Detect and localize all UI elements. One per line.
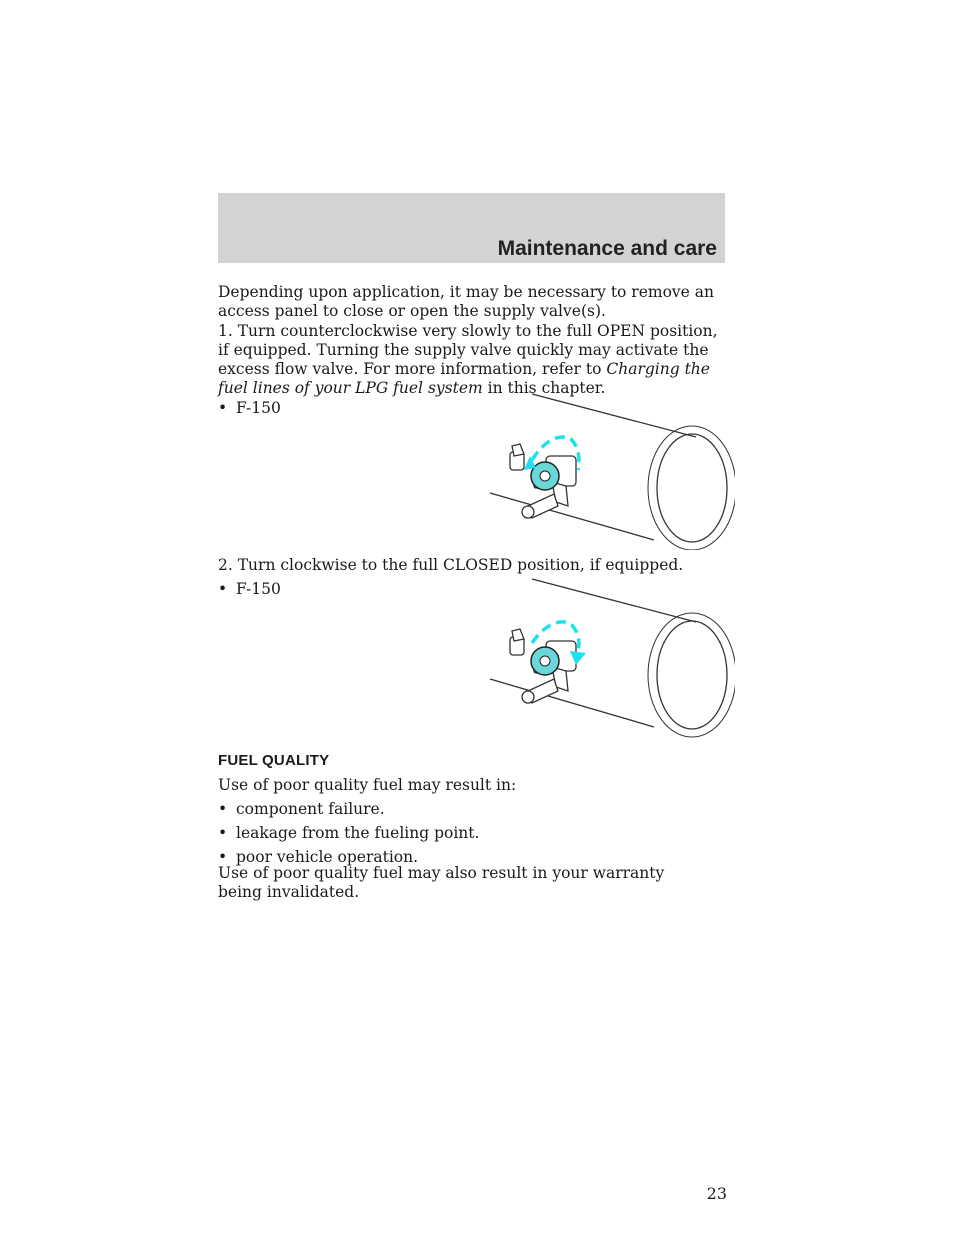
valve-knob-icon	[531, 462, 559, 490]
valve-knob-icon	[531, 647, 559, 675]
valve-open-illustration	[470, 390, 735, 550]
bullet-dot: •	[218, 580, 228, 598]
step2-paragraph: 2. Turn clockwise to the full CLOSED position, if equipped.	[218, 556, 684, 574]
fuel-quality-item	[218, 800, 385, 819]
bullet-label: F-150	[236, 580, 281, 598]
bullet-dot: •	[218, 399, 228, 417]
fuel-quality-heading: FUEL QUALITY	[218, 752, 330, 769]
item-text: poor vehicle operation.	[236, 848, 419, 866]
section-header-band	[218, 193, 725, 263]
bullet-dot: •	[218, 800, 228, 818]
item-text: component failure.	[236, 800, 385, 818]
step1-reference: Charging the fuel lines of your LPG fuel system	[218, 360, 710, 397]
fuel-quality-closing: Use of poor quality fuel may also result in your warranty being invalidated.	[218, 864, 665, 901]
step1-text-end: in this chapter.	[482, 379, 606, 397]
step1-bullet	[218, 399, 281, 418]
bullet-dot: •	[218, 824, 228, 842]
fuel-quality-intro: Use of poor quality fuel may result in:	[218, 776, 517, 794]
intro-paragraph: Depending upon application, it may be necessary to remove an access panel to close or open the supply valve(s).	[218, 283, 714, 320]
step1-text: 1. Turn counterclockwise very slowly to the full OPEN position, if equipped. Turning the supply valve quickly may activate the excess flow valve. For more information, refer to	[218, 322, 718, 378]
bullet-dot: •	[218, 848, 228, 866]
fuel-quality-item	[218, 824, 479, 843]
step2-bullet	[218, 580, 281, 599]
bullet-label: F-150	[236, 399, 281, 417]
page-number: 23	[706, 1184, 727, 1203]
item-text: leakage from the fueling point.	[236, 824, 480, 842]
step1-paragraph	[218, 322, 728, 398]
valve-closed-illustration	[470, 575, 735, 740]
section-title: Maintenance and care	[497, 237, 717, 260]
